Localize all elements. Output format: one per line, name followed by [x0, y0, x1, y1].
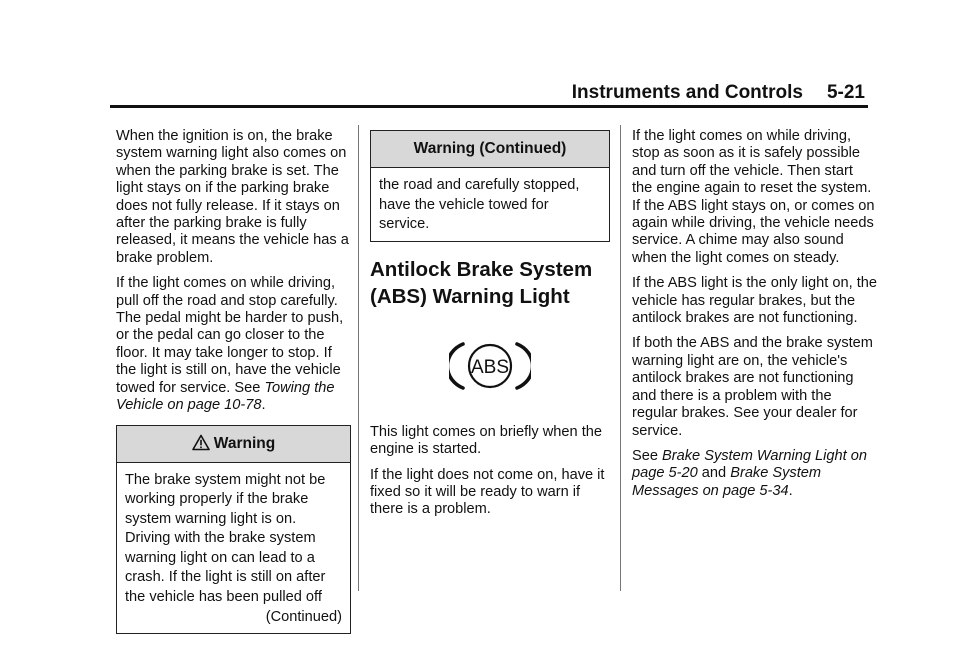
page-number: 5-21 — [826, 82, 865, 103]
column-1 — [116, 128, 351, 634]
paragraph-briefly: This light comes on briefly when the engine is started. — [370, 423, 602, 458]
warning-continued-box — [370, 130, 610, 242]
period: . — [788, 482, 793, 499]
paragraph-not-come-on: If the light does not come on, have it fixed so it will be ready to warn if there is a problem. — [370, 466, 605, 518]
see-label: See — [632, 447, 658, 464]
brake-messages-reference-link[interactable]: Brake System Messages on page 5-34 — [632, 465, 822, 499]
abs-icon-label: ABS — [470, 356, 510, 378]
paragraph-abs-only: If the ABS light is the only light on, the vehicle has regular brakes, but the antilock brakes are not functioning. — [632, 275, 878, 327]
paragraph-abs-driving: If the light comes on while driving, stop as soon as it is safely possible and turn off the vehicle. Then start the engine again to reset the system. If the ABS light stays on, or comes on again while driving, the vehicle needs service. A chime may also sound when the light comes on steady. — [632, 128, 875, 266]
paragraph-driving-text: If the light comes on while driving, pull off the road and stop carefully. The pedal might be harder to push, or the pedal can go closer to the floor. It may take longer to stop. If the light is still on, have the vehicle towed for service. See — [116, 275, 344, 396]
continued-label: (Continued) — [265, 608, 342, 625]
warning-text: The brake system might not be working properly if the brake system warning light is on. Driving with the brake system warning light on can lead to a crash. If the light is still on after the vehicle has been pulled off — [125, 471, 326, 606]
warning-title: Warning — [213, 434, 276, 452]
paragraph-driving — [116, 275, 351, 414]
column-divider-1 — [358, 125, 359, 591]
period: . — [261, 397, 266, 414]
warning-triangle-icon — [192, 429, 210, 465]
warning-continued-header: Warning (Continued) — [371, 131, 609, 168]
column-3 — [632, 128, 877, 508]
section-title: Instruments and Controls — [571, 82, 803, 103]
header-rule — [110, 105, 868, 108]
paragraph-ignition: When the ignition is on, the brake system warning light also comes on when the parking brake is set. The light stays on if the parking brake does not fully release. If it stays on after the parking brake is fully released, it means the vehicle has a brake problem. — [116, 128, 349, 266]
warning-box — [116, 425, 351, 635]
paragraph-see-also — [632, 448, 877, 500]
warning-continued-text: the road and carefully stopped, have the vehicle towed for service. — [379, 177, 580, 233]
towing-reference-link[interactable]: Towing the Vehicle on page 10-78 — [116, 379, 335, 414]
page-header — [110, 82, 865, 104]
section-heading-abs: Antilock Brake System (ABS) Warning Light — [370, 257, 593, 308]
column-divider-2 — [620, 125, 621, 591]
warning-body — [117, 463, 350, 634]
warning-header — [117, 426, 350, 463]
paragraph-both-lights: If both the ABS and the brake system warning light are on, the vehicle's antilock brakes are not functioning and there is a problem with the regular brakes. See your dealer for service. — [632, 335, 873, 439]
brake-warning-reference-link[interactable]: Brake System Warning Light on page 5-20 — [632, 447, 867, 482]
and-label: and — [701, 465, 727, 482]
abs-warning-icon — [370, 338, 610, 398]
column-2 — [370, 128, 610, 527]
